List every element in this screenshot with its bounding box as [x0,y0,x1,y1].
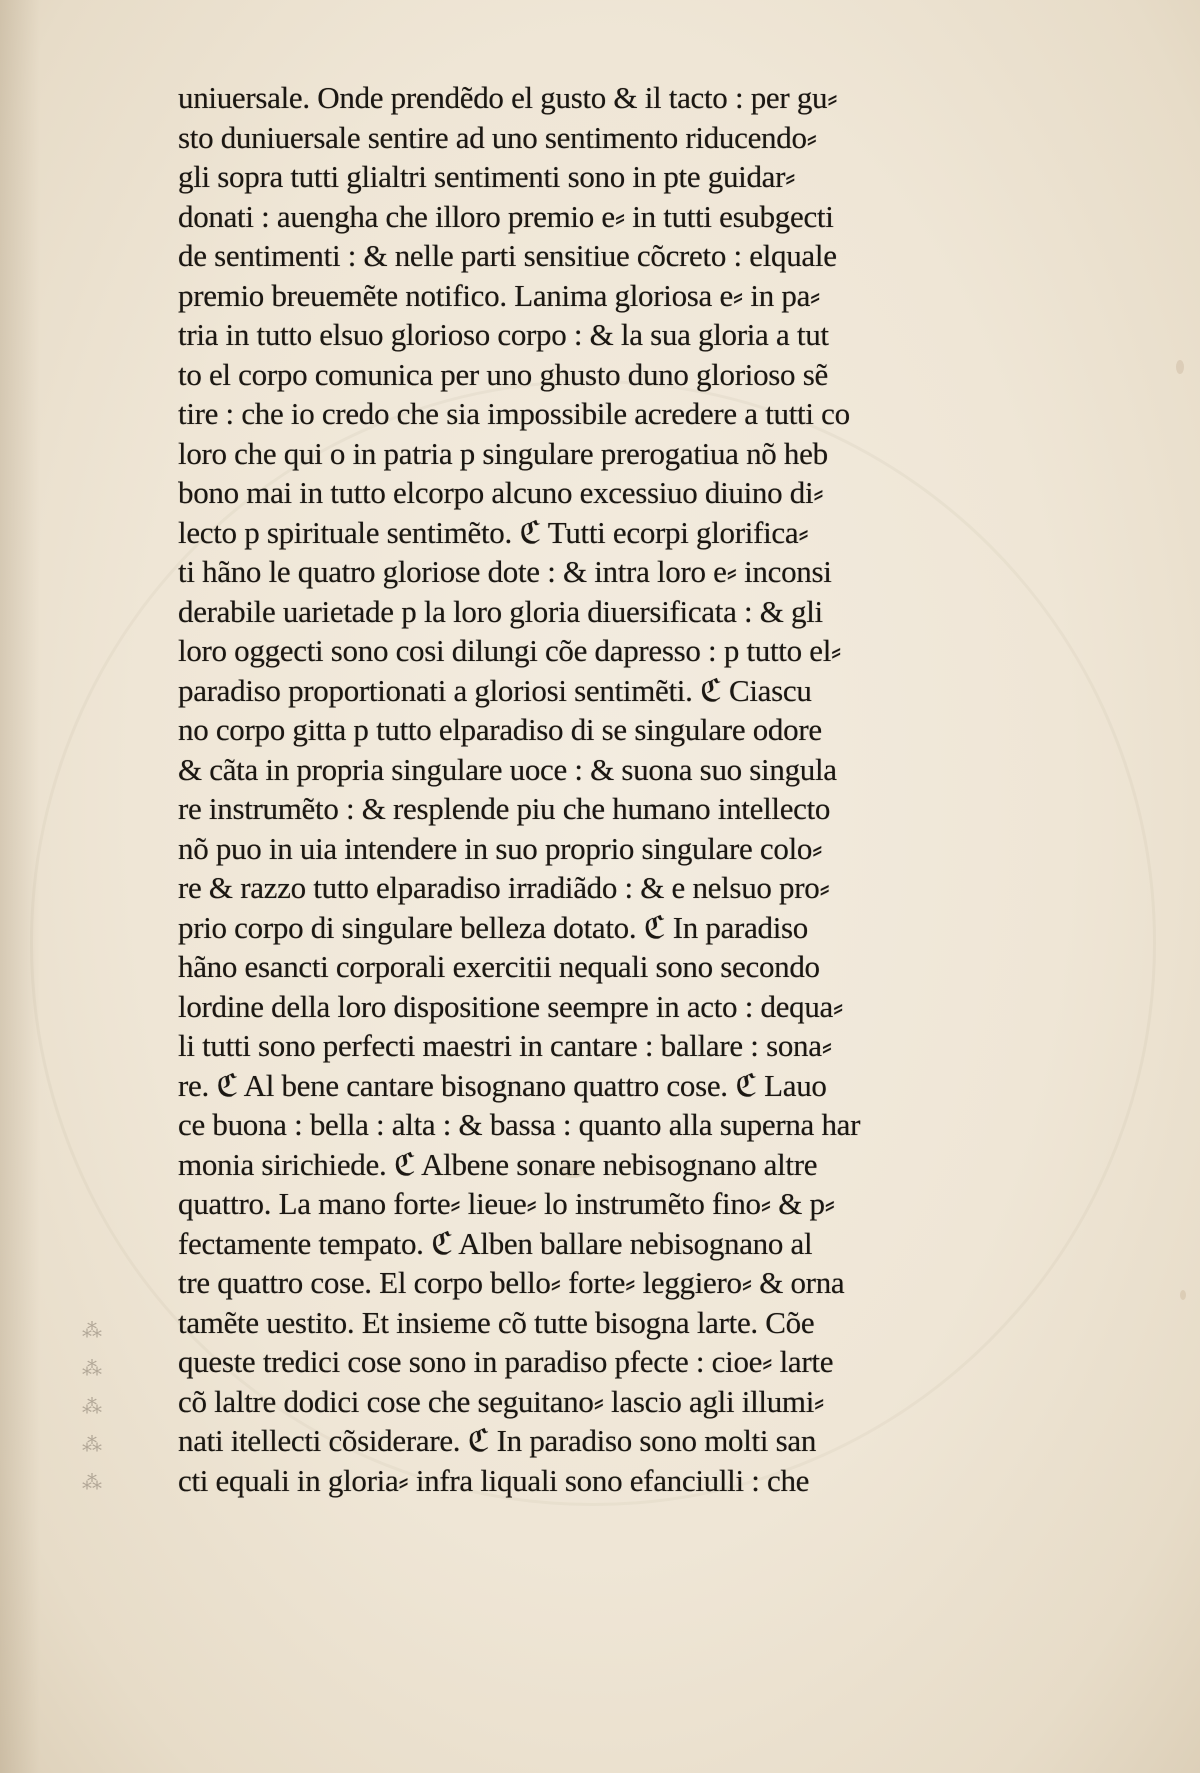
text-line: tamẽte uestito. Et insieme cõ tutte bisogna larte. Cõe [178,1304,815,1340]
text-line: donati : auengha che illoro premio e⸗ in tutti esubgecti [178,198,834,234]
text-line: nõ puo in uia intendere in suo proprio singulare colo⸗ [178,830,823,866]
text-line: no corpo gitta p tutto elparadiso di se singulare odore [178,712,822,747]
offset-mark: ⁂ [82,1472,102,1494]
paper-stain [1176,360,1184,374]
text-line: quattro. La mano forte⸗ lieue⸗ lo instrumẽto fino⸗ & p⸗ [178,1186,835,1221]
text-line: ce buona : bella : alta : & bassa : quanto alla superna har [178,1107,861,1142]
text-line: gli sopra tutti glialtri sentimenti sono in pte guidar⸗ [178,159,796,194]
paper-stain [1180,1290,1186,1300]
text-line: loro oggecti sono cosi dilungi cõe dapresso : p tutto el⸗ [178,633,842,668]
text-line: uniuersale. Onde prendẽdo el gusto & il tacto : per gu⸗ [178,80,838,115]
text-line: prio corpo di singulare belleza dotato. ℭ In paradiso [178,909,808,945]
text-line: loro che qui o in patria p singulare prerogatiua nõ heb [178,435,828,471]
text-line: paradiso proportionati a gloriosi sentimẽti. ℭ Ciascu [178,672,812,708]
text-line: li tutti sono perfecti maestri in cantare : ballare : sona⸗ [178,1028,832,1063]
text-column [178,78,1058,1500]
text-line: re. ℭ Al bene cantare bisognano quattro cose. ℭ Lauo [178,1067,827,1103]
text-line: lecto p spirituale sentimẽto. ℭ Tutti ecorpi glorifica⸗ [178,514,809,550]
offset-mark: ⁂ [82,1358,102,1380]
text-line: tire : che io credo che sia impossibile acredere a tutti co [178,396,850,431]
text-line: queste tredici cose sono in paradiso pfecte : cioe⸗ larte [178,1344,834,1379]
offset-mark: ⁂ [82,1434,102,1456]
text-line: sto duniuersale sentire ad uno sentimento riducendo⸗ [178,119,817,155]
margin-offset-marks [82,1318,122,1508]
text-line: cti equali in gloria⸗ infra liquali sono efanciulli : che [178,1462,810,1498]
text-line: nati itellecti cõsiderare. ℭ In paradiso sono molti san [178,1423,817,1458]
text-line: to el corpo comunica per uno ghusto duno glorioso sẽ [178,356,828,392]
text-line: re instrumẽto : & resplende piu che humano intellecto [178,791,831,826]
text-line: de sentimenti : & nelle parti sensitiue cõcreto : elquale [178,238,837,273]
text-line: premio breuemẽte notifico. Lanima gloriosa e⸗ in pa⸗ [178,277,821,313]
text-line: & cãta in propria singulare uoce : & suona suo singula [178,751,837,787]
text-line: derabile uarietade p la loro gloria diuersificata : & gli [178,593,823,629]
text-line: fectamente tempato. ℭ Alben ballare nebisognano al [178,1225,813,1261]
text-line: ti hãno le quatro gloriose dote : & intra loro e⸗ inconsi [178,554,832,589]
offset-mark: ⁂ [82,1320,102,1342]
text-line: tria in tutto elsuo glorioso corpo : & la sua gloria a tut [178,317,829,352]
text-line: lordine della loro dispositione seempre in acto : dequa⸗ [178,988,844,1024]
offset-mark: ⁂ [82,1396,102,1418]
text-line: tre quattro cose. El corpo bello⸗ forte⸗ leggiero⸗ & orna [178,1265,845,1300]
text-line: cõ laltre dodici cose che seguitano⸗ lascio agli illumi⸗ [178,1383,825,1419]
text-line: bono mai in tutto elcorpo alcuno excessiuo diuino di⸗ [178,475,824,510]
text-line: monia sirichiede. ℭ Albene sonare nebisognano altre [178,1146,818,1182]
text-line: re & razzo tutto elparadiso irradiãdo : & e nelsuo pro⸗ [178,870,830,905]
text-line: hãno esancti corporali exercitii nequali sono secondo [178,949,820,984]
